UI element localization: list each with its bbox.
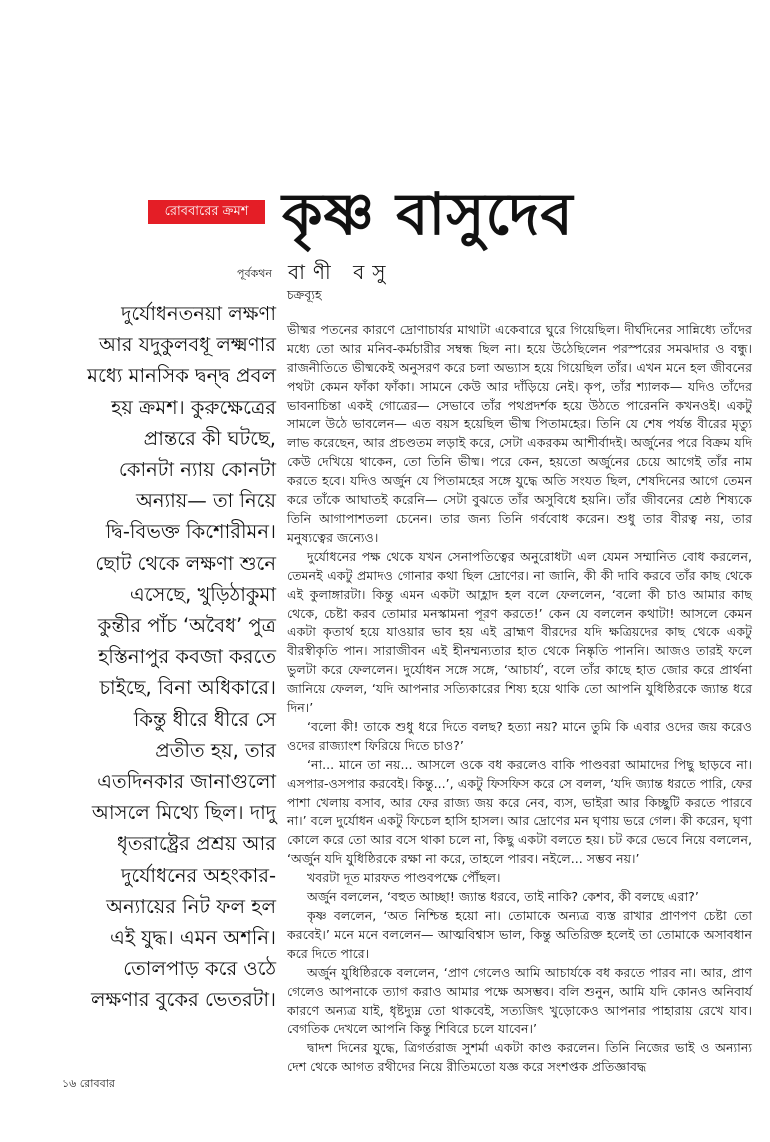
prologue-line: অন্যায়ের নিট ফল হল xyxy=(106,894,276,918)
prologue-line: আসলে মিথ্যে ছিল। দাদু xyxy=(91,801,276,825)
paragraph: ‘বলো কী! তাকে শুধু ধরে দিতে বলছ? হত্যা নয়? মানে তুমি কি এবার ওদের জয় করেও ওদের রাজ্যাংশ ফিরিয়ে দিতে চাও?’ xyxy=(287,718,752,753)
article-title: কৃষ্ণ বাসুদেব xyxy=(282,180,574,248)
prologue-line: তোলপাড় করে ওঠে xyxy=(123,957,276,981)
prologue-line: হস্তিনাপুর কবজা করতে xyxy=(98,645,276,669)
prologue-text xyxy=(20,298,276,1016)
prologue-line: প্রান্তরে কী ঘটছে, xyxy=(143,426,276,450)
paragraph: খবরটা দূত মারফত পাণ্ডবপক্ষে পৌঁছল। xyxy=(307,870,501,886)
prologue-line: অন্যায়— তা নিয়ে xyxy=(135,489,276,513)
prologue-line: মধ্যে মানসিক দ্বন্দ্ব প্রবল xyxy=(87,364,276,388)
prologue-line: লক্ষণার বুকের ভেতরটা। xyxy=(90,988,276,1012)
prologue-line: এসেছে, খুড়িঠাকুমা xyxy=(129,582,276,606)
prologue-line: চাইছে, বিনা অধিকারে। xyxy=(99,676,276,700)
prologue-line: দুর্যোধনতনয়া লক্ষণা xyxy=(121,302,276,325)
series-label: রোববারের ক্রমশ xyxy=(148,200,265,224)
prologue-line: ছোট থেকে লক্ষণা শুনে xyxy=(95,551,276,575)
paragraph: ভীষ্মর পতনের কারণে দ্রোণাচার্যর মাথাটা একেবারে ঘুরে গিয়েছিল। দীর্ঘদিনের সান্নিধ্যে তাঁদের মধ্যে তো আর মনিব-কর্মচারীর সম্বন্ধ ছিল না। হয়ে উঠেছিলেন পরস্পরের সমঝদার ও বন্ধু। রাজনীতিতে ভীষ্মকেই অনুসরণ করে চলা অভ্যাস হয়ে গিয়েছিল তাঁর। এখন মনে হল জীবনের পথটা কেমন ফাঁকা ফাঁকা। সামনে কেউ আর দাঁড়িয়ে নেই। কৃপ, তাঁর শ্যালক— যদিও তাঁদের ভাবনাচিন্তা একই গোত্রের— সেভাবে তাঁর পথপ্রদর্শক হয়ে উঠতে পারেননি কখনওই। একটু সামলে উঠে ভাবলেন— এত বয়স হয়েছিল ভীষ্ম পিতামহের। তিনি যে শেষ পর্যন্ত বীরের মৃত্যু লাভ করেছেন, আর প্রচণ্ডতম লড়াই করে, সেটা একরকম আশীর্বাদই। অর্জুনের পরে বিক্রম যদি কেউ দেখিয়ে থাকেন, তো তিনি ভীষ্ম। পরে কেন, হয়তো অর্জুনের চেয়ে আগেই তাঁর নাম করতে হবে। যদিও অর্জুন যে পিতামহের সঙ্গে যুদ্ধে অতি সংযত ছিল, শেষদিনের আগে তেমন করে তাঁকে আঘাতই করেনি— সেটা বুঝতে তাঁর অসুবিধে হয়নি। তাঁর জীবনের শ্রেষ্ঠ শিষ্যকে তিনি আগাপাশতলা চেনেন। তার জন্য তিনি গর্ববোধ করেন। শুধু তার বীরত্ব নয়, তার মনুষ্যত্বের জন্যেও। xyxy=(287,321,752,545)
article-body xyxy=(287,286,752,1077)
prologue-line: এই যুদ্ধ। এমন অশনি। xyxy=(110,926,276,950)
paragraph: দ্বাদশ দিনের যুদ্ধে, ত্রিগর্তরাজ সুশর্মা একটা কাণ্ড করলেন। তিনি নিজের ভাই ও অন্যান্য দেশ থেকে আগত রথীদের নিয়ে রীতিমতো যজ্ঞ করে সংশপ্তক প্রতিজ্ঞাবদ্ধ xyxy=(287,1040,752,1075)
publication-name: রোববার xyxy=(79,1077,115,1090)
paragraph: অর্জুন বললেন, ‘বহুত আচ্ছা! জ্যান্ত ধরবে, তাই নাকি? কেশব, কী বলছে এরা?’ xyxy=(307,889,699,905)
paragraph: অর্জুন যুধিষ্ঠিরকে বললেন, ‘প্রাণ গেলেও আমি আচার্যকে বধ করতে পারব না। আর, প্রাণ গেলেও আপনাকে ত্যাগ করাও আমার পক্ষে অসম্ভব। বলি শুনুন, আমি যদি কোনও অনিবার্য কারণে অন্যত্র যাই, ধৃষ্টদ্যুম্ন তো থাকবেই, সত্যজিৎ খুড়োকেও আপনার পাহারায় রেখে যাব। বেগতিক দেখলে আপনি কিন্তু শিবিরে চলে যাবেন।’ xyxy=(287,964,752,1037)
author-name: বাণী বসু xyxy=(288,260,394,284)
prologue-line: কোনটা ন্যায় কোনটা xyxy=(118,458,276,482)
prologue-line: দুর্যোধনের অহংকার- xyxy=(121,863,276,887)
paragraph: দুর্যোধনের পক্ষ থেকে যখন সেনাপতিত্বের অনুরোধটা এল যেমন সম্মানিত বোধ করলেন, তেমনই একটু প্রমাদও গোনার কথা ছিল দ্রোণের। না জানি, কী কী দাবি করবে তাঁর কাছ থেকে এই কুলাঙ্গারটা। কিন্তু এমন একটা আহ্লাদ হল বলে ফেললেন, ‘বলো কী চাও আমার কাছ থেকে, চেষ্টা করব তোমার মনস্কামনা পূরণ করতে!’ কেন যে বললেন কথাটা! আসলে কেমন একটা কৃতার্থ হয়ে যাওয়ার ভাব হয় এই ব্রাহ্মণ বীরদের যদি ক্ষত্রিয়দের কাছ থেকে একটু বীরস্বীকৃতি পান। সারাজীবন এই হীনম্মন্যতার হাত থেকে নিষ্কৃতি পাননি। আজও তারই ফলে ভুলটা করে ফেললেন। দুর্যোধন সঙ্গে সঙ্গে, ‘আচার্য’, বলে তাঁর কাছে হাত জোর করে প্রার্থনা জানিয়ে ফেলল, ‘যদি আপনার সত্যিকারের শিষ্য হয়ে থাকি তো আপনি যুধিষ্ঠিরকে জ্যান্ত ধরে দিন।’ xyxy=(287,548,752,716)
prologue-line: কিন্তু ধীরে ধীরে সে xyxy=(133,707,276,731)
page-number: ১৬ xyxy=(62,1077,77,1090)
page-footer xyxy=(62,1075,115,1094)
paragraph: কৃষ্ণ বললেন, ‘অত নিশ্চিন্ত হয়ো না। তোমাকে অন্যত্র ব্যস্ত রাখার প্রাণপণ চেষ্টা তো করবেই।’ মনে মনে বললেন— আত্মবিশ্বাস ভাল, কিন্তু অতিরিক্ত হলেই তা তোমাকে অসাবধান করে দিতে পারে। xyxy=(287,908,752,961)
prologue-line: হয় ক্রমশ। কুরুক্ষেত্রের xyxy=(111,395,276,419)
section-heading: চক্রব্যূহ xyxy=(287,287,322,302)
prologue-line: ধৃতরাষ্ট্রের প্রশ্রয় আর xyxy=(116,832,276,856)
prologue-line: কুন্তীর পাঁচ ‘অবৈধ’ পুত্র xyxy=(97,614,276,638)
prologue-label: পূর্বকথন xyxy=(237,267,272,280)
prologue-line: এতদিনকার জানাগুলো xyxy=(97,770,276,794)
prologue-line: প্রতীত হয়, তার xyxy=(155,738,276,762)
prologue-line: দ্বি-বিভক্ত কিশোরীমন। xyxy=(105,520,276,544)
prologue-line: আর যদুকুলবধূ লক্ষ্মণার xyxy=(99,333,276,357)
paragraph: ‘না... মানে তা নয়... আসলে ওকে বধ করলেও বাকি পাণ্ডবরা আমাদের পিছু ছাড়বে না। এসপার-ওসপার করবেই। কিন্তু...’, একটু ফিসফিস করে সে বলল, ‘যদি জ্যান্ত ধরতে পারি, ফের পাশা খেলায় বসাব, আর ফের রাজ্য জয় করে নেব, ব্যস, ভাইরা আর কিচ্ছুটি করতে পারবে না।’ বলে দুর্যোধন একটু ফিচেল হাসি হাসল। আর দ্রোণের মন ঘৃণায় ভরে গেল। কী করেন, ঘৃণা কোলে করে তো আর বসে থাকা চলে না, কিছু একটা বলতে হয়। চট করে ভেবে নিয়ে বললেন, ‘অর্জুন যদি যুধিষ্ঠিরকে রক্ষা না করে, তাহলে পারব। নইলে... সম্ভব নয়।’ xyxy=(287,756,752,867)
